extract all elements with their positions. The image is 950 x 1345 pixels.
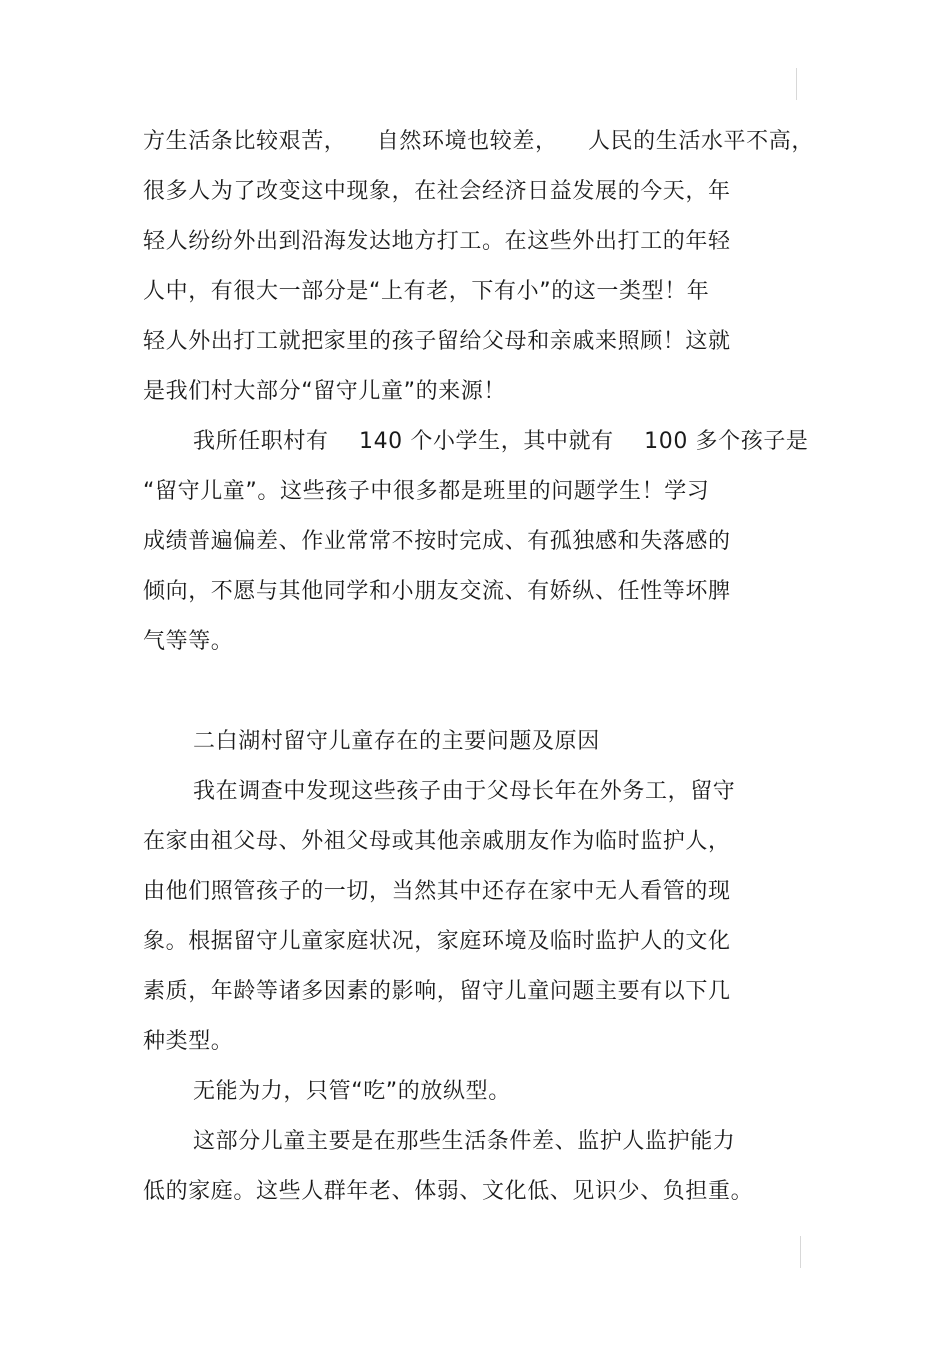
text-line: 在家由祖父母、外祖父母或其他亲戚朋友作为临时监护人， (143, 829, 731, 854)
text-line: 轻人纷纷外出到沿海发达地方打工。在这些外出打工的年轻 (143, 229, 731, 254)
text-line: 倾向，不愿与其他同学和小朋友交流、有娇纵、任性等坏脾 (143, 579, 731, 604)
text-line: 素质，年龄等诸多因素的影响，留守儿童问题主要有以下几 (143, 979, 731, 1004)
text-line: 轻人外出打工就把家里的孩子留给父母和亲戚来照顾！这就 (143, 329, 731, 354)
text-line: 象。根据留守儿童家庭状况，家庭环境及临时监护人的文化 (143, 929, 731, 954)
text-line: 种类型。 (143, 1029, 234, 1054)
subheading: 无能为力，只管“吃”的放纵型。 (193, 1079, 511, 1104)
text-line: 成绩普遍偏差、作业常常不按时完成、有孤独感和失落感的 (143, 529, 731, 554)
text-line: 由他们照管孩子的一切，当然其中还存在家中无人看管的现 (143, 879, 731, 904)
text-line: 人中，有很大一部分是“上有老，下有小”的这一类型！年 (143, 279, 710, 304)
text-line: 我在调查中发现这些孩子由于父母长年在外务工，留守 (193, 779, 736, 804)
text-line: “留守儿童”。这些孩子中很多都是班里的问题学生！学习 (143, 479, 710, 504)
text-line: 很多人为了改变这中现象，在社会经济日益发展的今天，年 (143, 179, 731, 204)
section-heading: 二白湖村留守儿童存在的主要问题及原因 (193, 729, 600, 754)
text-line: 气等等。 (143, 629, 234, 654)
text-line: 是我们村大部分“留守儿童”的来源！ (143, 379, 506, 404)
text-line: 这部分儿童主要是在那些生活条件差、监护人监护能力 (193, 1129, 736, 1154)
text-line: 我所任职村有 140 个小学生，其中就有 100 多个孩子是 (193, 429, 809, 454)
page-edge-mark-bottom (800, 1236, 801, 1268)
text-line: 方生活条比较艰苦， 自然环境也较差， 人民的生活水平不高， (143, 129, 814, 154)
page-edge-mark-top (796, 68, 797, 100)
text-line: 低的家庭。这些人群年老、体弱、文化低、见识少、负担重。 (143, 1179, 754, 1204)
